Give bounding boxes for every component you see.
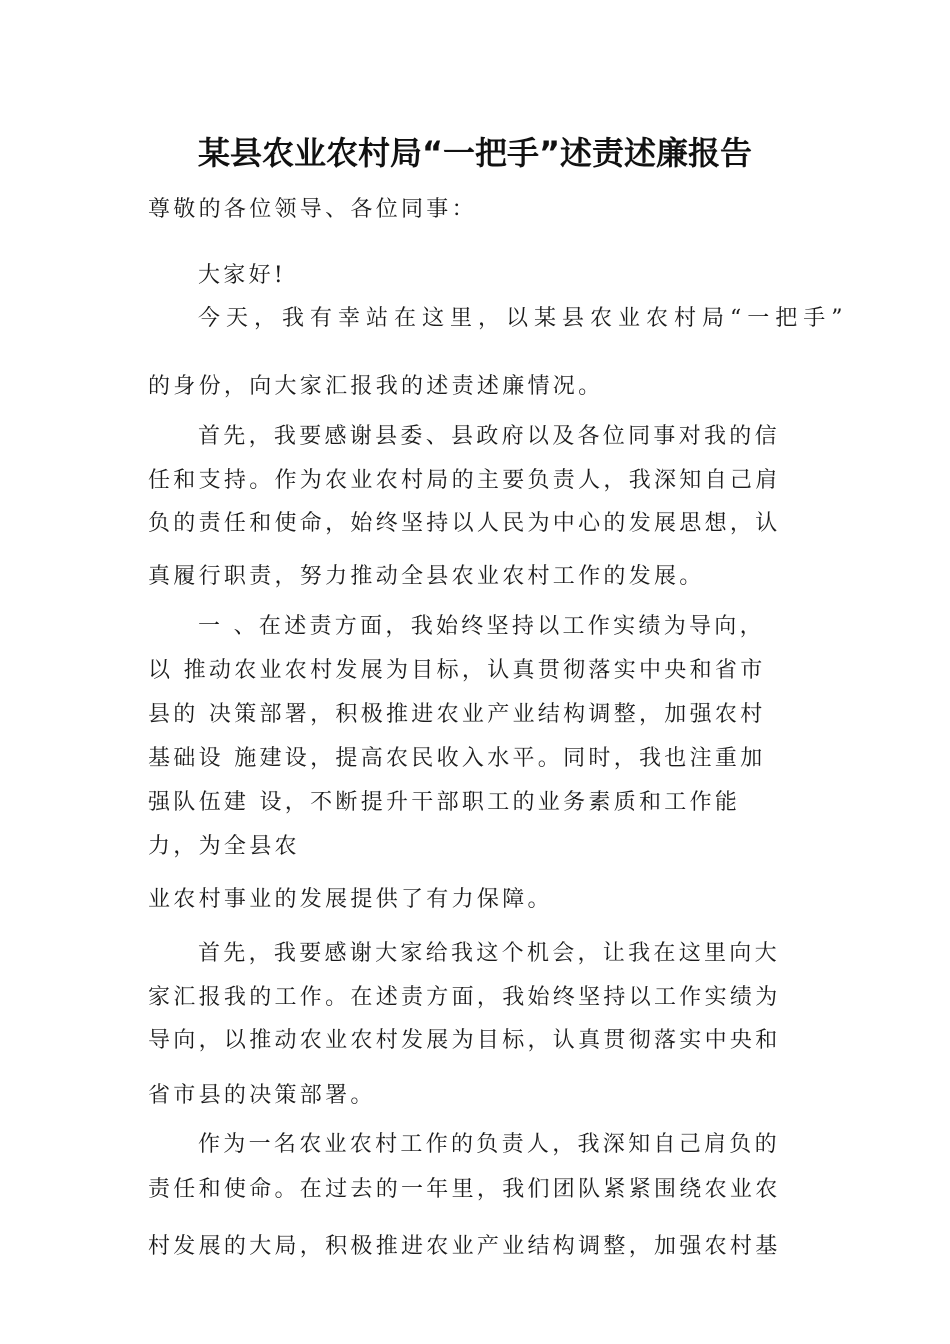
document-title: 某县农业农村局“一把手”述责述廉报告 <box>197 134 753 172</box>
paragraph-line: 负的责任和使命，始终坚持以人民为中心的发展思想，认 <box>148 511 781 536</box>
paragraph-line: 首先，我要感谢大家给我这个机会，让我在这里向大 <box>198 941 780 966</box>
paragraph-line: 村发展的大局，积极推进农业产业结构调整，加强农村基 <box>148 1234 781 1259</box>
paragraph-line: 任和支持。作为农业农村局的主要负责人，我深知自己肩 <box>148 468 781 493</box>
paragraph-line: 真履行职责，努力推动全县农业农村工作的发展。 <box>148 564 705 589</box>
paragraph-line: 县的 决策部署，积极推进农业产业结构调整，加强农村 <box>148 702 766 727</box>
paragraph-line: 责任和使命。在过去的一年里，我们团队紧紧围绕农业农 <box>148 1177 781 1202</box>
paragraph-line: 作为一名农业农村工作的负责人，我深知自己肩负的 <box>198 1132 780 1157</box>
paragraph-line: 首先，我要感谢县委、县政府以及各位同事对我的信 <box>198 424 780 449</box>
paragraph-line: 业农村事业的发展提供了有力保障。 <box>148 887 553 912</box>
paragraph-line: 一 、在述责方面，我始终坚持以工作实绩为导向， <box>198 614 765 639</box>
paragraph-line: 今天，我有幸站在这里，以某县农业农村局“一把手” <box>198 306 849 331</box>
paragraph-line: 家汇报我的工作。在述责方面，我始终坚持以工作实绩为 <box>148 985 781 1010</box>
paragraph-line: 以 推动农业农村发展为目标，认真贯彻落实中央和省市 <box>148 658 766 683</box>
paragraph-line: 的身份，向大家汇报我的述责述廉情况。 <box>148 374 604 399</box>
salutation-line: 尊敬的各位领导、各位同事： <box>148 197 477 222</box>
paragraph-line: 省市县的决策部署。 <box>148 1083 376 1108</box>
paragraph-line: 基础设 施建设，提高农民收入水平。同时，我也注重加 <box>148 746 766 771</box>
paragraph-line: 导向，以推动农业农村发展为目标，认真贯彻落实中央和 <box>148 1028 781 1053</box>
paragraph-line: 强队伍建 设，不断提升干部职工的业务素质和工作能 <box>148 790 741 815</box>
paragraph-line: 力，为全县农 <box>148 834 300 859</box>
greeting-line: 大家好! <box>198 263 287 288</box>
